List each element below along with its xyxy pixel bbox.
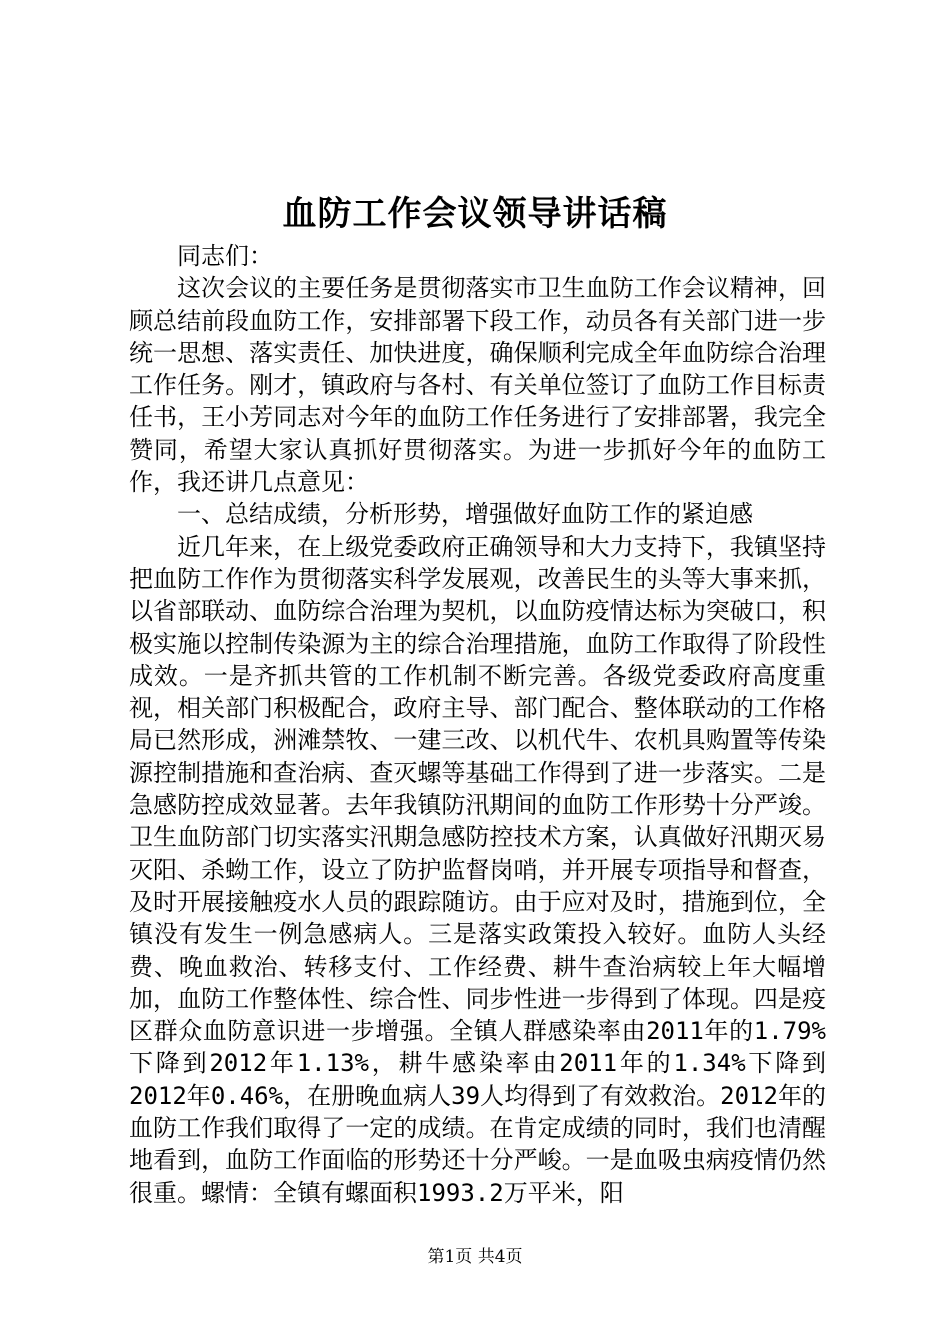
- paragraph-intro: 这次会议的主要任务是贯彻落实市卫生血防工作会议精神，回顾总结前段血防工作，安排部署下段工作，动员各有关部门进一步统一思想、落实责任、加快进度，确保顺利完成全年血防综合治理工作任务。刚才，镇政府与各村、有关单位签订了血防工作目标责任书，王小芳同志对今年的血防工作任务进行了安排部署，我完全赞同，希望大家认真抓好贯彻落实。为进一步抓好今年的血防工作，我还讲几点意见：: [129, 274, 826, 497]
- document-body: [129, 240, 826, 1209]
- page-footer: 第1页 共4页: [427, 1247, 523, 1267]
- document-title: 血防工作会议领导讲话稿: [282, 194, 668, 234]
- section-heading-1: 一、总结成绩，分析形势，增强做好血防工作的紧迫感: [177, 500, 753, 529]
- paragraph-achievements: 近几年来，在上级党委政府正确领导和大力支持下，我镇坚持把血防工作作为贯彻落实科学发展观，改善民生的头等大事来抓，以省部联动、血防综合治理为契机，以血防疫情达标为突破口，积极实施以控制传染源为主的综合治理措施，血防工作取得了阶段性成效。一是齐抓共管的工作机制不断完善。各级党委政府高度重视，相关部门积极配合，政府主导、部门配合、整体联动的工作格局已然形成，洲滩禁牧、一建三改、以机代牛、农机具购置等传染源控制措施和查治病、查灭螺等基础工作得到了进一步落实。二是急感防控成效显著。去年我镇防汛期间的血防工作形势十分严竣。卫生血防部门切实落实汛期急感防控技术方案，认真做好汛期灭易灭阳、杀蚴工作，设立了防护监督岗哨，并开展专项指导和督查，及时开展接触疫水人员的跟踪随访。由于应对及时，措施到位，全镇没有发生一例急感病人。三是落实政策投入较好。血防人头经费、晚血救治、转移支付、工作经费、耕牛查治病较上年大幅增加，血防工作整体性、综合性、同步性进一步得到了体现。四是疫区群众血防意识进一步增强。全镇人群感染率由2011年的1.79%下降到2012年1.13%，耕牛感染率由2011年的1.34%下降到2012年0.46%，在册晚血病人39人均得到了有效救治。2012年的血防工作我们取得了一定的成绩。在肯定成绩的同时，我们也清醒地看到，血防工作面临的形势还十分严峻。一是血吸虫病疫情仍然很重。螺情：全镇有螺面积1993.2万平米，阳: [129, 532, 826, 1207]
- salutation: 同志们：: [177, 242, 273, 270]
